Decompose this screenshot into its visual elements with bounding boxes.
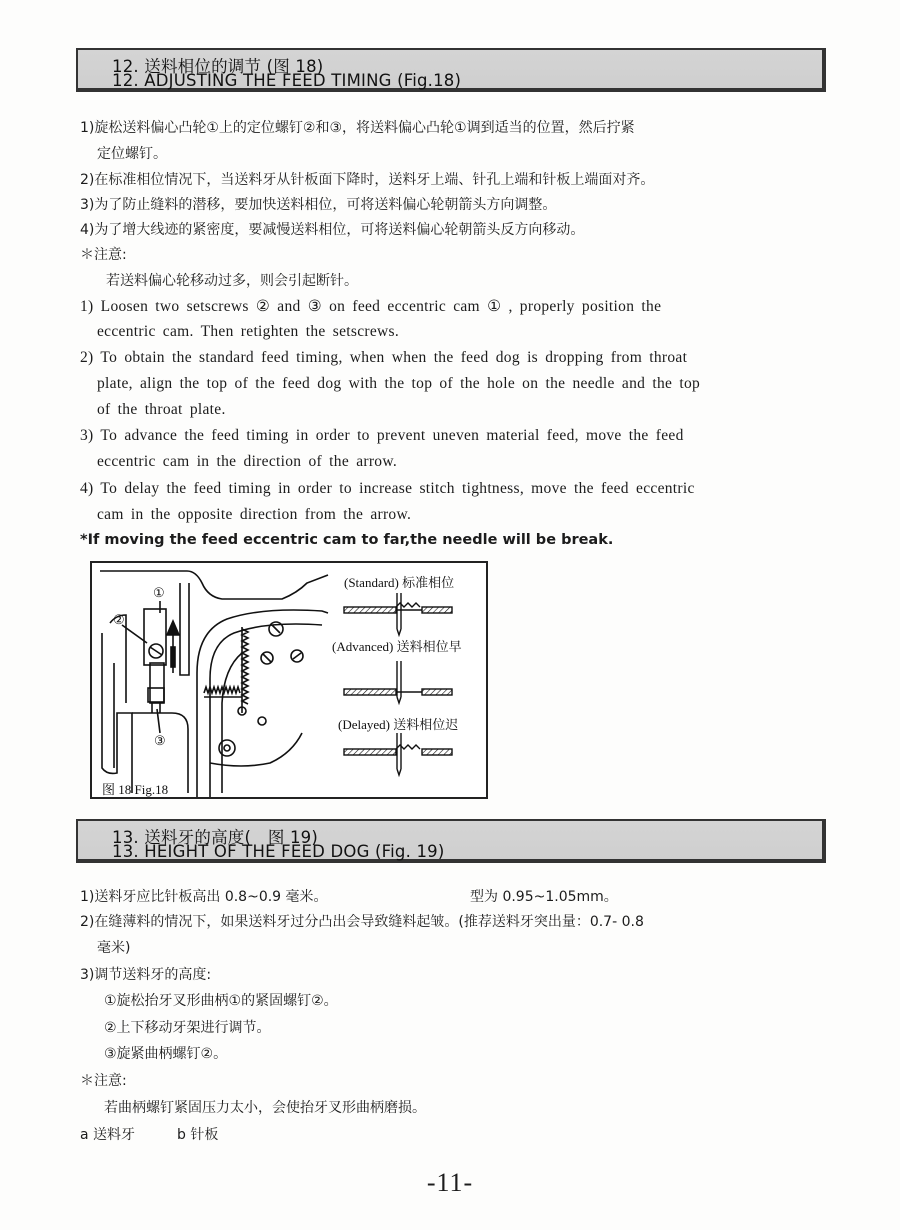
zh-note-text: 若送料偏心轮移动过多，则会引起断针。 bbox=[106, 273, 358, 289]
feed-mechanism-illustration bbox=[92, 563, 488, 799]
zh-step-1: 1)旋松送料偏心凸轮①上的定位螺钉②和③，将送料偏心凸轮①调到适当的位置，然后拧紧 bbox=[80, 120, 635, 136]
s13-substep-1: ①旋松抬牙叉形曲柄①的紧固螺钉②。 bbox=[104, 993, 338, 1009]
callout-3: ③ bbox=[154, 733, 166, 748]
section-13-header bbox=[76, 819, 826, 863]
warning-text: *If moving the feed eccentric cam to far,the needle will be break. bbox=[80, 532, 614, 548]
section-13-title-zh: 13. 送料牙的高度( 图 19) bbox=[112, 828, 319, 847]
section-13-title-en: 13. HEIGHT OF THE FEED DOG (Fig. 19) bbox=[112, 842, 445, 861]
section-12-title-en: 12. ADJUSTING THE FEED TIMING (Fig.18) bbox=[112, 71, 462, 90]
en-step-3: 3) To advance the feed timing in order to prevent uneven material feed, move the feed bbox=[80, 427, 684, 444]
s13-labels: a 送料牙 b 针板 bbox=[80, 1127, 219, 1143]
zh-step-2: 2)在标准相位情况下，当送料牙从针板面下降时，送料牙上端、针孔上端和针板上端面对齐。 bbox=[80, 172, 655, 188]
zh-step-3: 3)为了防止缝料的潜移，要加快送料相位，可将送料偏心轮朝箭头方向调整。 bbox=[80, 197, 557, 213]
label-delayed: (Delayed) 送料相位迟 bbox=[338, 717, 459, 732]
section-12-title-zh: 12. 送料相位的调节 (图 18) bbox=[112, 57, 324, 76]
s13-line-1-extra: 型为 0.95~1.05mm。 bbox=[470, 889, 618, 905]
figure-18 bbox=[90, 561, 488, 799]
en-step-1-cont: eccentric cam. Then retighten the setscrews. bbox=[97, 323, 400, 340]
s13-line-3: 3)调节送料牙的高度: bbox=[80, 967, 212, 983]
en-step-3-cont: eccentric cam in the direction of the arrow. bbox=[97, 453, 398, 470]
en-step-4: 4) To delay the feed timing in order to increase stitch tightness, move the feed eccentric bbox=[80, 480, 695, 497]
label-standard: (Standard) 标准相位 bbox=[344, 575, 455, 590]
en-step-1: 1) Loosen two setscrews ② and ③ on feed eccentric cam ① , properly position the bbox=[80, 298, 662, 315]
en-step-2-cont-1: plate, align the top of the feed dog with the top of the hole on the needle and the top bbox=[97, 375, 701, 392]
figure-caption: 图 18 Fig.18 bbox=[102, 782, 169, 797]
s13-line-1: 1)送料牙应比针板高出 0.8~0.9 毫米。 bbox=[80, 889, 328, 905]
s13-substep-2: ②上下移动牙架进行调节。 bbox=[104, 1020, 271, 1036]
en-step-2-cont-2: of the throat plate. bbox=[97, 401, 226, 418]
s13-note-text: 若曲柄螺钉紧固压力太小，会使抬牙叉形曲柄磨损。 bbox=[104, 1100, 426, 1116]
s13-line-2: 2)在缝薄料的情况下，如果送料牙过分凸出会导致缝料起皱。(推荐送料牙突出量：0.7- 0.8 bbox=[80, 914, 644, 930]
label-advanced: (Advanced) 送料相位早 bbox=[332, 639, 462, 654]
section-12-header bbox=[76, 48, 826, 92]
callout-2: ② bbox=[113, 612, 125, 627]
s13-substep-3: ③旋紧曲柄螺钉②。 bbox=[104, 1046, 228, 1062]
s13-note-label: ＊注意: bbox=[80, 1073, 127, 1089]
zh-note-label: ＊注意: bbox=[80, 247, 127, 263]
zh-step-1-cont: 定位螺钉。 bbox=[97, 146, 167, 162]
callout-1: ① bbox=[153, 585, 165, 600]
s13-line-2-cont: 毫米) bbox=[97, 940, 131, 956]
en-step-4-cont: cam in the opposite direction from the arrow. bbox=[97, 506, 412, 523]
zh-step-4: 4)为了增大线迹的紧密度，要减慢送料相位，可将送料偏心轮朝箭头反方向移动。 bbox=[80, 222, 585, 238]
en-step-2: 2) To obtain the standard feed timing, when when the feed dog is dropping from throat bbox=[80, 349, 688, 366]
page-number: -11- bbox=[426, 1168, 474, 1197]
